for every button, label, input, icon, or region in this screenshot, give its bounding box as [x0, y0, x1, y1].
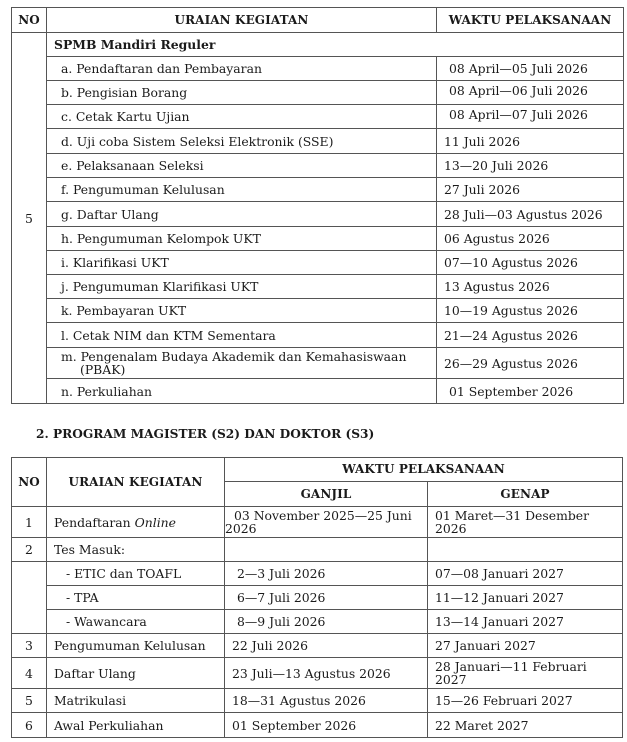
- ganjil-cell: 03 November 2025—25 Juni 2026: [225, 507, 428, 538]
- activity-cell: l. Cetak NIM dan KTM Sementara: [47, 323, 437, 348]
- header-genap: GENAP: [428, 482, 623, 507]
- time-cell: 21—24 Agustus 2026: [437, 323, 624, 348]
- spmb-schedule-table: [11, 7, 624, 404]
- ganjil-cell: 2—3 Juli 2026: [225, 562, 428, 586]
- genap-cell: 01 Maret—31 Desember 2026: [428, 507, 623, 538]
- activity-cell: - ETIC dan TOAFL: [47, 562, 225, 586]
- activity-cell: Tes Masuk:: [47, 538, 225, 562]
- table-row: [12, 154, 624, 178]
- table-row: [12, 57, 624, 81]
- ganjil-cell: 22 Juli 2026: [225, 634, 428, 658]
- activity-cell: i. Klarifikasi UKT: [47, 251, 437, 275]
- row-number: 4: [12, 658, 47, 689]
- table-row: [12, 178, 624, 202]
- table-row: [12, 634, 623, 658]
- activity-cell: Pengumuman Kelulusan: [47, 634, 225, 658]
- header-uraian-kegiatan: URAIAN KEGIATAN: [47, 458, 225, 507]
- table-row: [12, 105, 624, 129]
- time-cell: 28 Juli—03 Agustus 2026: [437, 202, 624, 227]
- group-number: 5: [12, 33, 47, 404]
- empty-no-cell: [12, 562, 47, 634]
- time-cell: 07—10 Agustus 2026: [437, 251, 624, 275]
- row-number: 6: [12, 713, 47, 738]
- table-row: [12, 658, 623, 689]
- activity-cell: Awal Perkuliahan: [47, 713, 225, 738]
- table-row: [12, 538, 623, 562]
- activity-cell: [47, 507, 225, 538]
- time-cell: 08 April—07 Juli 2026: [437, 105, 624, 129]
- table-subrow: [12, 610, 623, 634]
- activity-cell: j. Pengumuman Klarifikasi UKT: [47, 275, 437, 299]
- activity-cell: Matrikulasi: [47, 689, 225, 713]
- time-cell: 08 April—06 Juli 2026: [437, 81, 624, 105]
- table-row: [12, 299, 624, 323]
- time-cell: 06 Agustus 2026: [437, 227, 624, 251]
- activity-cell: n. Perkuliahan: [47, 379, 437, 404]
- row-number: 2: [12, 538, 47, 562]
- activity-cell: m. Pengenalam Budaya Akademik dan Kemahasiswaan (PBAK): [47, 348, 437, 379]
- masters-doctoral-schedule-table: [11, 457, 623, 738]
- time-cell: 13—20 Juli 2026: [437, 154, 624, 178]
- table-row: [12, 689, 623, 713]
- ganjil-cell: 18—31 Agustus 2026: [225, 689, 428, 713]
- time-cell: 26—29 Agustus 2026: [437, 348, 624, 379]
- row-number: 1: [12, 507, 47, 538]
- time-cell: 11 Juli 2026: [437, 129, 624, 154]
- table-subrow: [12, 586, 623, 610]
- header-ganjil: GANJIL: [225, 482, 428, 507]
- time-cell: 08 April—05 Juli 2026: [437, 57, 624, 81]
- table-row: [12, 129, 624, 154]
- group-title-row: [12, 33, 624, 57]
- header-uraian-kegiatan: URAIAN KEGIATAN: [47, 8, 437, 33]
- header-waktu-pelaksanaan: WAKTU PELAKSANAAN: [225, 458, 623, 482]
- group-title: SPMB Mandiri Reguler: [47, 33, 624, 57]
- genap-cell: 13—14 Januari 2027: [428, 610, 623, 634]
- time-cell: 27 Juli 2026: [437, 178, 624, 202]
- time-cell: 13 Agustus 2026: [437, 275, 624, 299]
- genap-cell: 11—12 Januari 2027: [428, 586, 623, 610]
- ganjil-cell: 8—9 Juli 2026: [225, 610, 428, 634]
- table-row: [12, 379, 624, 404]
- table-row: [12, 275, 624, 299]
- header-waktu-pelaksanaan: WAKTU PELAKSANAAN: [437, 8, 624, 33]
- ganjil-cell: 01 September 2026: [225, 713, 428, 738]
- table-row: [12, 713, 623, 738]
- table-row: [12, 227, 624, 251]
- activity-cell: e. Pelaksanaan Seleksi: [47, 154, 437, 178]
- genap-cell: 22 Maret 2027: [428, 713, 623, 738]
- header-no: NO: [12, 8, 47, 33]
- activity-text: Pendaftaran: [54, 514, 135, 530]
- ganjil-cell: 6—7 Juli 2026: [225, 586, 428, 610]
- activity-cell: h. Pengumuman Kelompok UKT: [47, 227, 437, 251]
- table-subrow: [12, 562, 623, 586]
- table-row: [12, 202, 624, 227]
- activity-cell: d. Uji coba Sistem Seleksi Elektronik (SSE): [47, 129, 437, 154]
- time-cell: 10—19 Agustus 2026: [437, 299, 624, 323]
- activity-cell: c. Cetak Kartu Ujian: [47, 105, 437, 129]
- table-row: [12, 251, 624, 275]
- activity-italic-text: Online: [134, 514, 176, 530]
- row-number: 5: [12, 689, 47, 713]
- time-cell: 01 September 2026: [437, 379, 624, 404]
- ganjil-cell: 23 Juli—13 Agustus 2026: [225, 658, 428, 689]
- activity-cell: Daftar Ulang: [47, 658, 225, 689]
- genap-cell: 27 Januari 2027: [428, 634, 623, 658]
- table-header-row: [12, 458, 623, 482]
- row-number: 3: [12, 634, 47, 658]
- genap-cell: 15—26 Februari 2027: [428, 689, 623, 713]
- activity-cell: - TPA: [47, 586, 225, 610]
- ganjil-cell: [225, 538, 428, 562]
- activity-cell: a. Pendaftaran dan Pembayaran: [47, 57, 437, 81]
- activity-cell: k. Pembayaran UKT: [47, 299, 437, 323]
- activity-cell: f. Pengumuman Kelulusan: [47, 178, 437, 202]
- genap-cell: 28 Januari—11 Februari 2027: [428, 658, 623, 689]
- header-no: NO: [12, 458, 47, 507]
- table-row: [12, 81, 624, 105]
- table-row: [12, 348, 624, 379]
- table-row: [12, 323, 624, 348]
- genap-cell: [428, 538, 623, 562]
- section-title: 2. PROGRAM MAGISTER (S2) DAN DOKTOR (S3): [36, 427, 375, 441]
- activity-cell: - Wawancara: [47, 610, 225, 634]
- activity-cell: g. Daftar Ulang: [47, 202, 437, 227]
- activity-cell: b. Pengisian Borang: [47, 81, 437, 105]
- table-header-row: [12, 8, 624, 33]
- table-row: [12, 507, 623, 538]
- genap-cell: 07—08 Januari 2027: [428, 562, 623, 586]
